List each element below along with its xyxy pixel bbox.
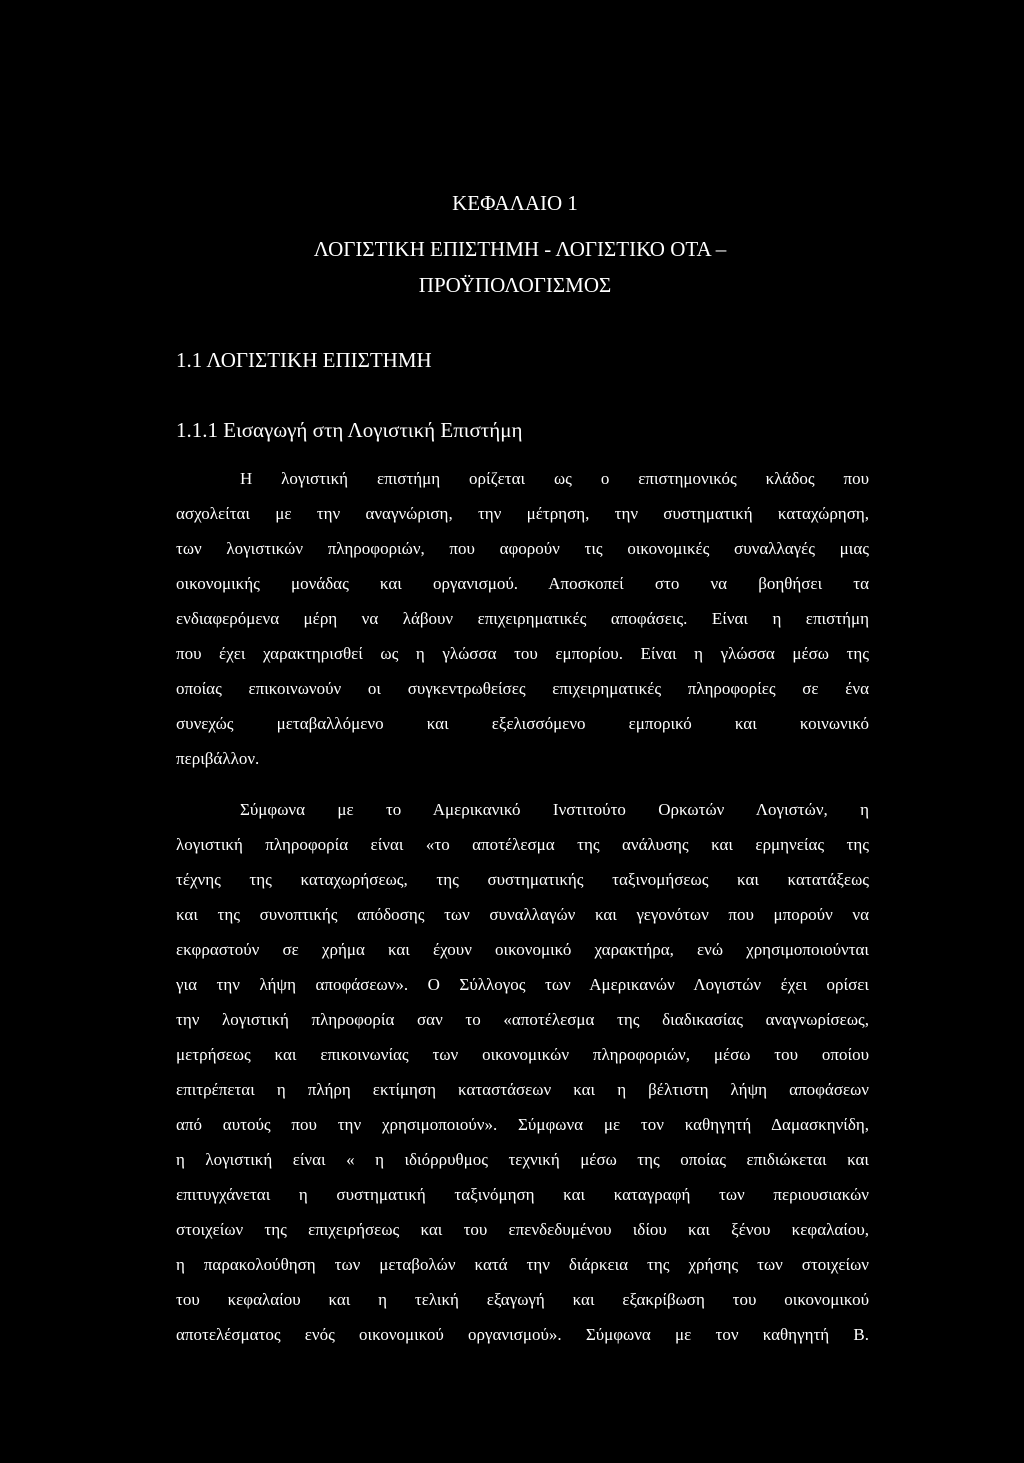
- paragraph-2-line: την λογιστική πληροφορία σαν το «αποτέλεσμα της διαδικασίας αναγνωρίσεως,: [176, 1010, 869, 1029]
- paragraph-2-line: η παρακολούθηση των μεταβολών κατά την διάρκεια της χρήσης των στοιχείων: [176, 1255, 869, 1274]
- chapter-title-line-2: ΠΡΟΫΠΟΛΟΓΙΣΜΟΣ: [418, 273, 612, 297]
- paragraph-2-line: τέχνης της καταχωρήσεως, της συστηματικής ταξινομήσεως και κατατάξεως: [176, 870, 869, 889]
- paragraph-1-line: Η λογιστική επιστήμη ορίζεται ως ο επιστημονικός κλάδος που: [240, 469, 869, 488]
- section-heading: 1.1 ΛΟΓΙΣΤΙΚΗ ΕΠΙΣΤΗΜΗ: [176, 348, 432, 372]
- paragraph-2-line: αποτελέσματος ενός οικονομικού οργανισμού». Σύμφωνα με τον καθηγητή Β.: [176, 1325, 869, 1344]
- paragraph-2-line: για την λήψη αποφάσεων». Ο Σύλλογος των Αμερικανών Λογιστών έχει ορίσει: [176, 975, 869, 994]
- paragraph-1-line: συνεχώς μεταβαλλόμενο και εξελισσόμενο εμπορικό και κοινωνικό: [176, 714, 869, 733]
- paragraph-1-line: οποίας επικοινωνούν οι συγκεντρωθείσες επιχειρηματικές πληροφορίες σε ένα: [176, 679, 869, 698]
- paragraph-2-line: στοιχείων της επιχειρήσεως και του επενδεδυμένου ιδίου και ξένου κεφαλαίου,: [176, 1220, 869, 1239]
- paragraph-1-line: που έχει χαρακτηρισθεί ως η γλώσσα του εμπορίου. Είναι η γλώσσα μέσω της: [176, 644, 869, 663]
- subsection-heading: 1.1.1 Εισαγωγή στη Λογιστική Επιστήμη: [176, 418, 523, 442]
- paragraph-2: [176, 793, 869, 1353]
- paragraph-2-line: εκφραστούν σε χρήμα και έχουν οικονομικό χαρακτήρα, ενώ χρησιμοποιούνται: [176, 940, 869, 959]
- paragraph-1-line: ασχολείται με την αναγνώριση, την μέτρηση, την συστηματική καταχώρηση,: [176, 504, 869, 523]
- paragraph-2-line: και της συνοπτικής απόδοσης των συναλλαγών και γεγονότων που μπορούν να: [176, 905, 869, 924]
- paragraph-1-line: οικονομικής μονάδας και οργανισμού. Αποσκοπεί στο να βοηθήσει τα: [176, 574, 869, 593]
- paragraph-2-line: μετρήσεως και επικοινωνίας των οικονομικών πληροφοριών, μέσω του οποίου: [176, 1045, 869, 1064]
- chapter-title-line-1: ΛΟΓΙΣΤΙΚΗ ΕΠΙΣΤΗΜΗ - ΛΟΓΙΣΤΙΚΟ ΟΤΑ –: [313, 237, 727, 261]
- paragraph-2-line: επιτυγχάνεται η συστηματική ταξινόμηση και καταγραφή των περιουσιακών: [176, 1185, 869, 1204]
- paragraph-2-line: του κεφαλαίου και η τελική εξαγωγή και εξακρίβωση του οικονομικού: [176, 1290, 869, 1309]
- chapter-number: ΚΕΦΑΛΑΙΟ 1: [452, 191, 578, 215]
- paragraph-2-line: από αυτούς που την χρησιμοποιούν». Σύμφωνα με τον καθηγητή Δαμασκηνίδη,: [176, 1115, 869, 1134]
- paragraph-2-line: Σύμφωνα με το Αμερικανικό Ινστιτούτο Ορκωτών Λογιστών, η: [240, 800, 869, 819]
- paragraph-1-line: των λογιστικών πληροφοριών, που αφορούν τις οικονομικές συναλλαγές μιας: [176, 539, 869, 558]
- paragraph-1-line: ενδιαφερόμενα μέρη να λάβουν επιχειρηματικές αποφάσεις. Είναι η επιστήμη: [176, 609, 869, 628]
- paragraph-2-line: λογιστική πληροφορία είναι «το αποτέλεσμα της ανάλυσης και ερμηνείας της: [176, 835, 869, 854]
- paragraph-1-line: περιβάλλον.: [176, 749, 260, 768]
- paragraph-1: [176, 461, 869, 776]
- paragraph-2-line: επιτρέπεται η πλήρη εκτίμηση καταστάσεων και η βέλτιστη λήψη αποφάσεων: [176, 1080, 869, 1099]
- paragraph-2-line: η λογιστική είναι « η ιδιόρρυθμος τεχνική μέσω της οποίας επιδιώκεται και: [176, 1150, 869, 1169]
